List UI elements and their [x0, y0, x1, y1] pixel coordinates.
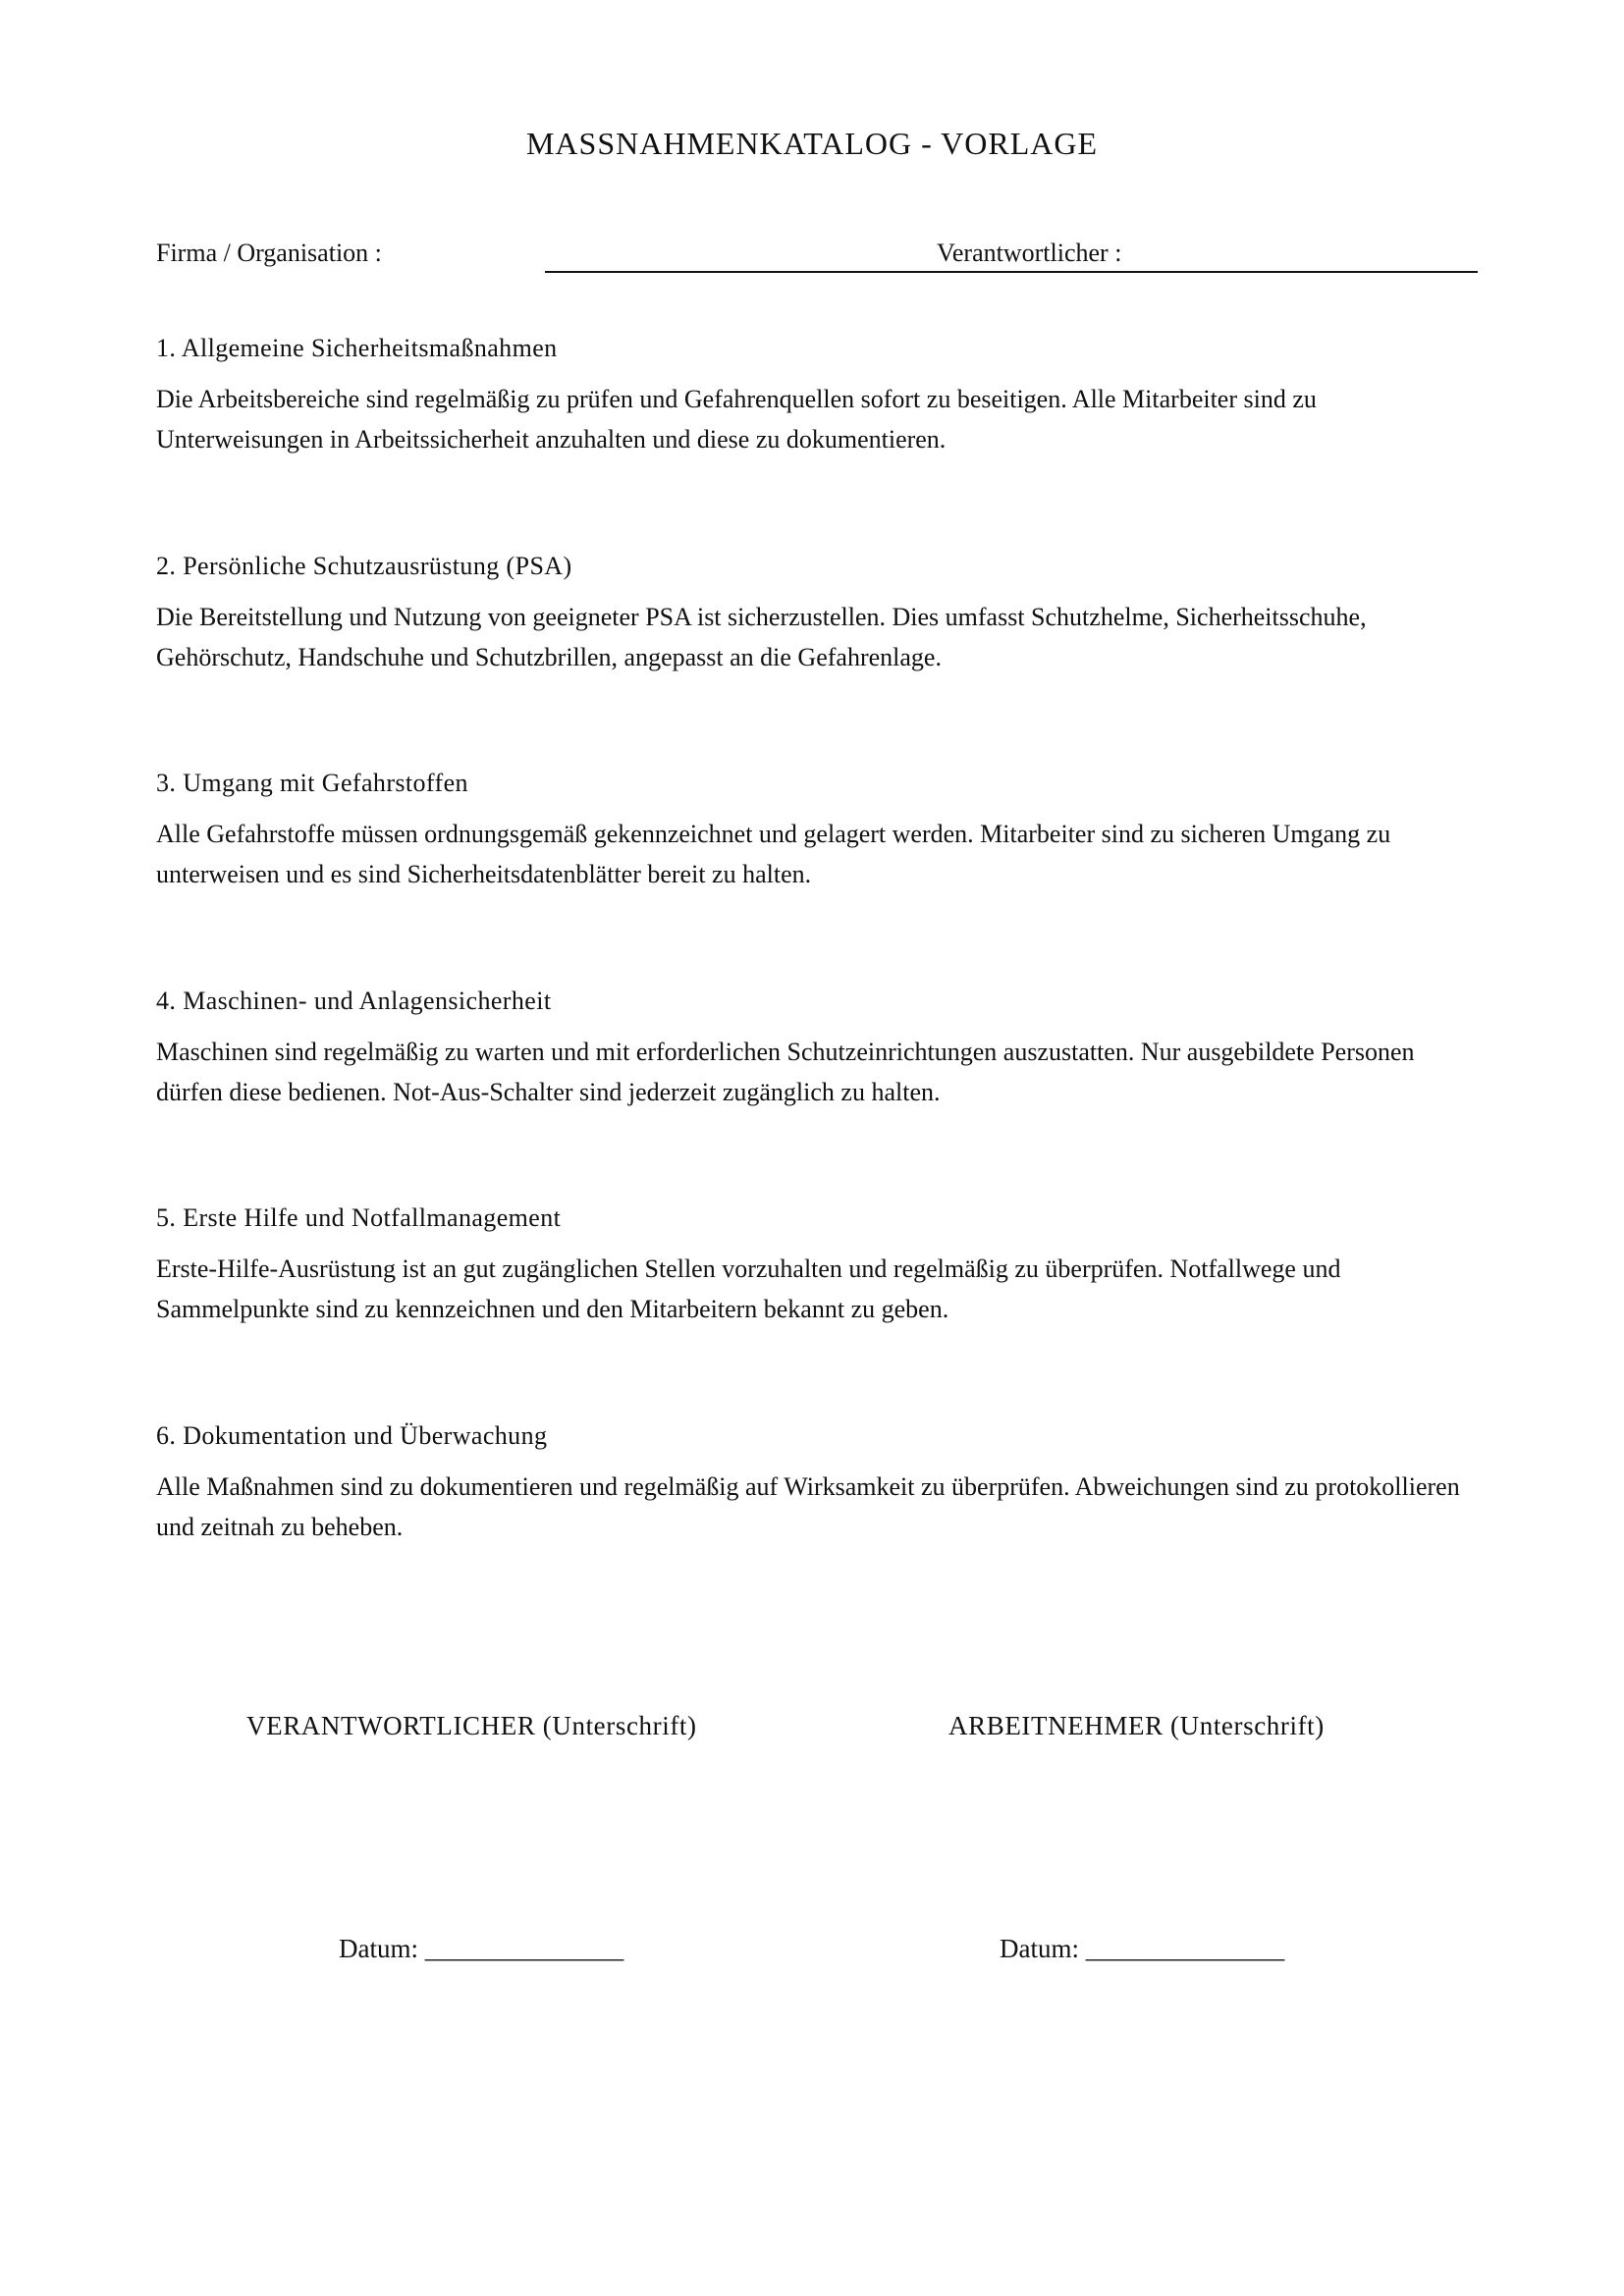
header-fields [156, 239, 1478, 278]
section-body: Erste-Hilfe-Ausrüstung ist an gut zugänglichen Stellen vorzuhalten und regelmäßig zu überprüfen. Notfallwege und Sammelpunkte sind zu kennzeichnen und den Mitarbeitern bekannt zu geben. [156, 1255, 1341, 1323]
section-body: Alle Maßnahmen sind zu dokumentieren und regelmäßig auf Wirksamkeit zu überprüfen. Abweichungen sind zu protokollieren und zeitnah zu beheben. [156, 1472, 1460, 1541]
section-heading: 3. Umgang mit Gefahrstoffen [156, 769, 468, 797]
section-heading: 5. Erste Hilfe und Notfallmanagement [156, 1203, 562, 1232]
section-heading: 4. Maschinen- und Anlagensicherheit [156, 987, 552, 1015]
section-heading: 1. Allgemeine Sicherheitsmaßnahmen [156, 334, 558, 362]
section-4 [156, 985, 1482, 1112]
section-body: Die Arbeitsbereiche sind regelmäßig zu prüfen und Gefahrenquellen sofort zu beseitigen. Alle Mitarbeiter sind zu Unterweisungen in Arbeitssicherheit anzuhalten und diese zu dokumentieren. [156, 385, 1317, 454]
section-body: Die Bereitstellung und Nutzung von geeigneter PSA ist sicherzustellen. Dies umfasst Schutzhelme, Sicherheitsschuhe, Gehörschutz, Handschuhe und Schutzbrillen, angepasst an die Gefahrenlage. [156, 603, 1367, 671]
firma-verantwortlicher-underline [545, 271, 1478, 273]
section-heading: 2. Persönliche Schutzausrüstung (PSA) [156, 552, 572, 580]
section-body: Maschinen sind regelmäßig zu warten und mit erforderlichen Schutzeinrichtungen auszustatten. Nur ausgebildete Personen dürfen diese bedienen. Not-Aus-Schalter sind jederzeit zugänglich zu halten. [156, 1038, 1415, 1106]
section-2 [156, 550, 1482, 677]
section-5 [156, 1201, 1482, 1329]
document-title: MASSNAHMENKATALOG - VORLAGE [525, 126, 1099, 161]
section-body: Alle Gefahrstoffe müssen ordnungsgemäß gekennzeichnet und gelagert werden. Mitarbeiter sind zu sicheren Umgang zu unterweisen und es sind Sicherheitsdatenblätter bereit zu halten. [156, 820, 1391, 888]
section-heading: 6. Dokumentation und Überwachung [156, 1421, 548, 1450]
date-field-verantwortlicher: Datum: _______________ [339, 1934, 624, 1963]
signature-label-arbeitnehmer: ARBEITNEHMER (Unterschrift) [948, 1711, 1325, 1740]
date-field-arbeitnehmer: Datum: _______________ [1000, 1934, 1285, 1963]
section-6 [156, 1419, 1482, 1547]
section-3 [156, 767, 1482, 894]
signature-label-verantwortlicher: VERANTWORTLICHER (Unterschrift) [246, 1711, 697, 1740]
verantwortlicher-label: Verantwortlicher : [937, 239, 1122, 267]
firma-label: Firma / Organisation : [156, 239, 382, 267]
section-1 [156, 332, 1482, 459]
